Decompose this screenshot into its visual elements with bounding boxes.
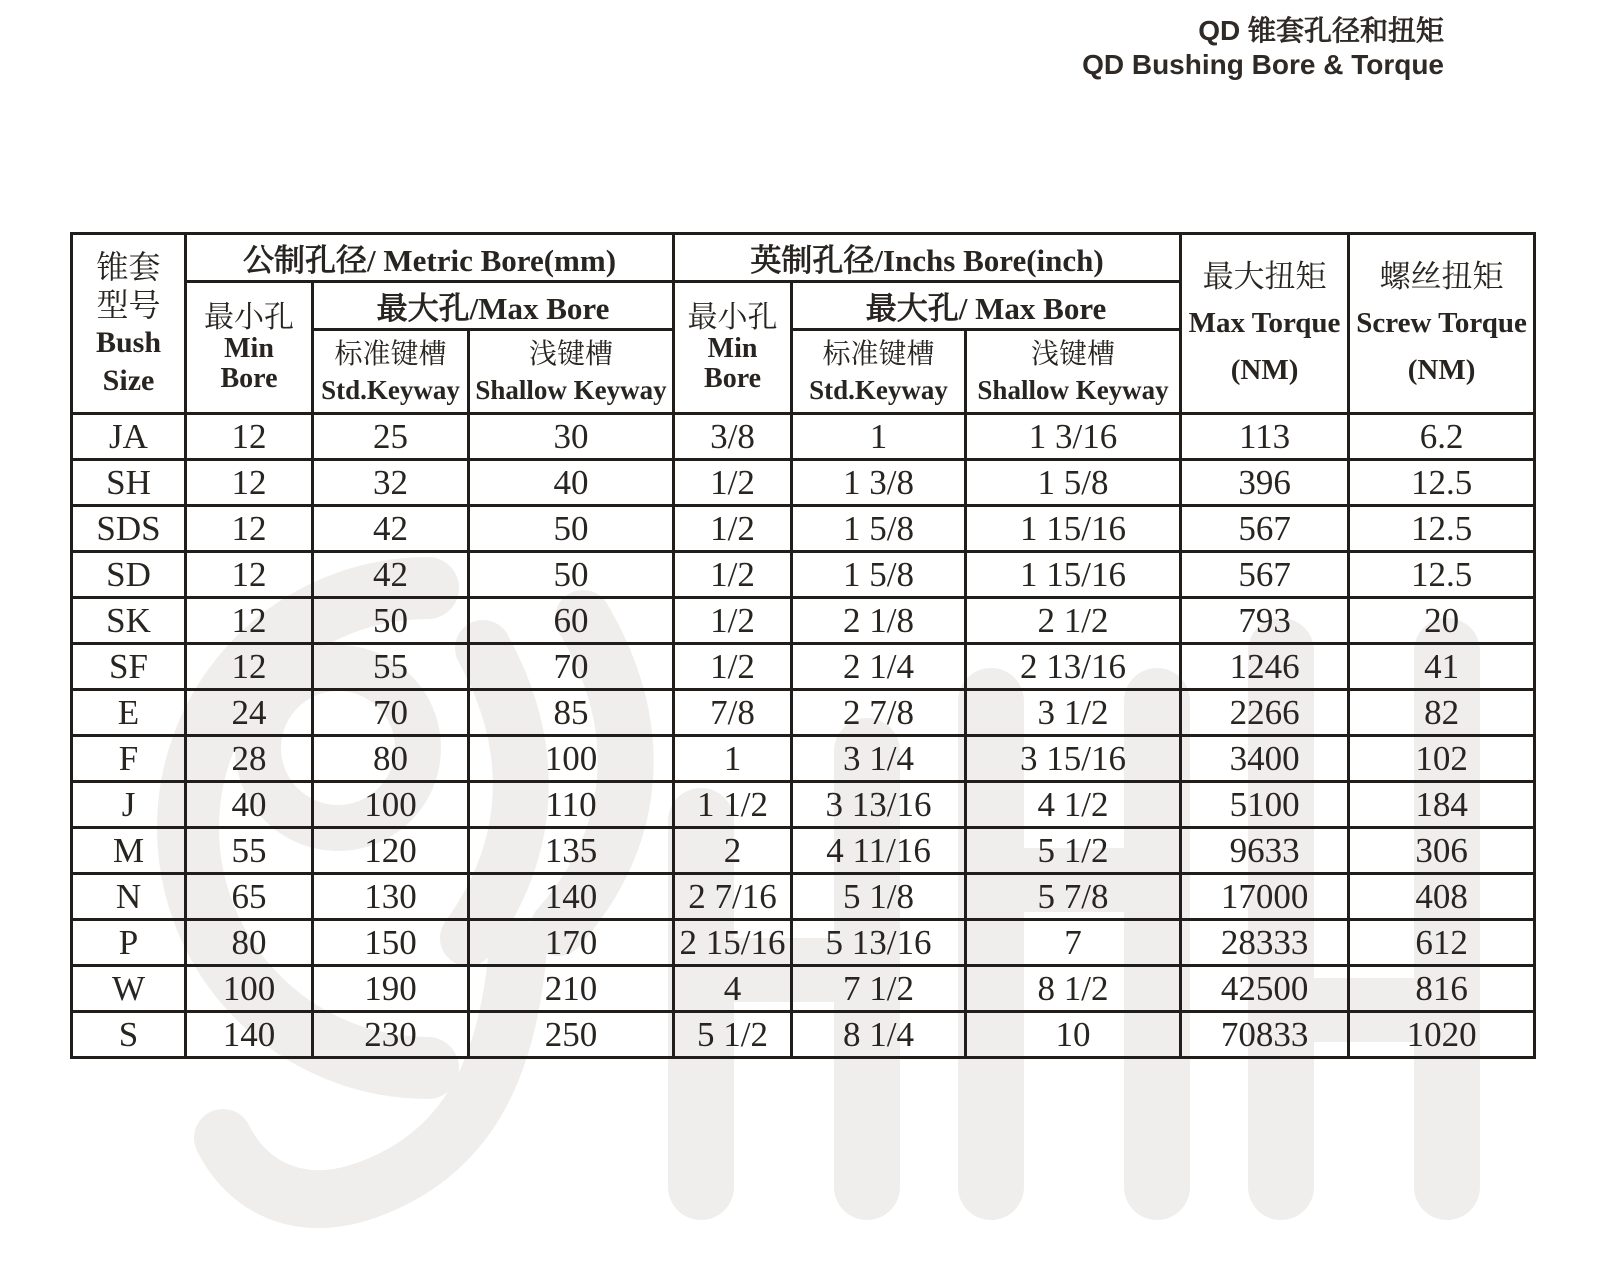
- table-body: [72, 414, 1535, 1058]
- bush-size-cell: SK: [72, 598, 186, 644]
- value-cell: 170: [469, 920, 674, 966]
- value-cell: 230: [313, 1012, 469, 1058]
- header-inch-std-keyway: 标准键槽 Std.Keyway: [792, 330, 966, 414]
- value-cell: 70: [313, 690, 469, 736]
- value-cell: 1: [674, 736, 792, 782]
- value-cell: 184: [1349, 782, 1535, 828]
- value-cell: 17000: [1181, 874, 1349, 920]
- value-cell: 60: [469, 598, 674, 644]
- value-cell: 70: [469, 644, 674, 690]
- table-row: [72, 1012, 1535, 1058]
- header-metric-min-bore: 最小孔 Min Bore: [186, 282, 313, 414]
- table-row: [72, 598, 1535, 644]
- table-header: [72, 234, 1535, 414]
- value-cell: 100: [469, 736, 674, 782]
- value-cell: 2266: [1181, 690, 1349, 736]
- bush-size-cell: W: [72, 966, 186, 1012]
- bush-size-cell: S: [72, 1012, 186, 1058]
- value-cell: 12: [186, 552, 313, 598]
- value-cell: 42: [313, 506, 469, 552]
- value-cell: 5 13/16: [792, 920, 966, 966]
- value-cell: 7: [966, 920, 1181, 966]
- value-cell: 130: [313, 874, 469, 920]
- value-cell: 50: [469, 552, 674, 598]
- page-title-zh: QD 锥套孔径和扭矩: [1198, 15, 1444, 46]
- value-cell: 25: [313, 414, 469, 460]
- header-inch-bore-group: 英制孔径/Inchs Bore(inch): [674, 234, 1181, 282]
- value-cell: 567: [1181, 552, 1349, 598]
- header-inch-shallow-keyway: 浅键槽 Shallow Keyway: [966, 330, 1181, 414]
- value-cell: 5 1/2: [674, 1012, 792, 1058]
- value-cell: 50: [313, 598, 469, 644]
- value-cell: 4: [674, 966, 792, 1012]
- value-cell: 1 5/8: [792, 506, 966, 552]
- bore-torque-table: [70, 232, 1536, 1059]
- bush-size-cell: SD: [72, 552, 186, 598]
- bush-size-cell: SF: [72, 644, 186, 690]
- value-cell: 2 15/16: [674, 920, 792, 966]
- value-cell: 1/2: [674, 552, 792, 598]
- value-cell: 612: [1349, 920, 1535, 966]
- value-cell: 4 11/16: [792, 828, 966, 874]
- table-row: [72, 736, 1535, 782]
- value-cell: 1020: [1349, 1012, 1535, 1058]
- value-cell: 80: [186, 920, 313, 966]
- value-cell: 567: [1181, 506, 1349, 552]
- header-metric-bore-group: 公制孔径/ Metric Bore(mm): [186, 234, 674, 282]
- value-cell: 7 1/2: [792, 966, 966, 1012]
- value-cell: 2 1/4: [792, 644, 966, 690]
- value-cell: 12.5: [1349, 460, 1535, 506]
- value-cell: 3 15/16: [966, 736, 1181, 782]
- value-cell: 28: [186, 736, 313, 782]
- value-cell: 42500: [1181, 966, 1349, 1012]
- table-row: [72, 782, 1535, 828]
- table-row: [72, 460, 1535, 506]
- value-cell: 12: [186, 598, 313, 644]
- table-row: [72, 506, 1535, 552]
- value-cell: 140: [469, 874, 674, 920]
- value-cell: 7/8: [674, 690, 792, 736]
- value-cell: 42: [313, 552, 469, 598]
- value-cell: 2: [674, 828, 792, 874]
- value-cell: 8 1/2: [966, 966, 1181, 1012]
- header-inch-max-bore: 最大孔/ Max Bore: [792, 282, 1181, 330]
- bush-size-cell: E: [72, 690, 186, 736]
- value-cell: 816: [1349, 966, 1535, 1012]
- value-cell: 20: [1349, 598, 1535, 644]
- value-cell: 55: [186, 828, 313, 874]
- value-cell: 6.2: [1349, 414, 1535, 460]
- value-cell: 12: [186, 414, 313, 460]
- table-row: [72, 828, 1535, 874]
- value-cell: 12: [186, 460, 313, 506]
- value-cell: 3/8: [674, 414, 792, 460]
- bush-size-cell: N: [72, 874, 186, 920]
- value-cell: 80: [313, 736, 469, 782]
- value-cell: 2 1/2: [966, 598, 1181, 644]
- value-cell: 102: [1349, 736, 1535, 782]
- table-row: [72, 644, 1535, 690]
- bush-size-cell: JA: [72, 414, 186, 460]
- table-row: [72, 414, 1535, 460]
- value-cell: 32: [313, 460, 469, 506]
- table-row: [72, 874, 1535, 920]
- value-cell: 2 1/8: [792, 598, 966, 644]
- value-cell: 12.5: [1349, 506, 1535, 552]
- value-cell: 5 1/8: [792, 874, 966, 920]
- value-cell: 12.5: [1349, 552, 1535, 598]
- value-cell: 113: [1181, 414, 1349, 460]
- value-cell: 396: [1181, 460, 1349, 506]
- value-cell: 3 13/16: [792, 782, 966, 828]
- value-cell: 210: [469, 966, 674, 1012]
- value-cell: 2 7/8: [792, 690, 966, 736]
- value-cell: 12: [186, 506, 313, 552]
- value-cell: 2 7/16: [674, 874, 792, 920]
- value-cell: 100: [313, 782, 469, 828]
- value-cell: 5 1/2: [966, 828, 1181, 874]
- value-cell: 1 3/8: [792, 460, 966, 506]
- value-cell: 12: [186, 644, 313, 690]
- value-cell: 1: [792, 414, 966, 460]
- bush-size-cell: M: [72, 828, 186, 874]
- value-cell: 5 7/8: [966, 874, 1181, 920]
- value-cell: 9633: [1181, 828, 1349, 874]
- header-bush-size: 锥套 型号 Bush Size: [72, 234, 186, 414]
- value-cell: 190: [313, 966, 469, 1012]
- value-cell: 3 1/2: [966, 690, 1181, 736]
- bush-size-cell: F: [72, 736, 186, 782]
- value-cell: 140: [186, 1012, 313, 1058]
- header-metric-max-bore: 最大孔/Max Bore: [313, 282, 674, 330]
- value-cell: 8 1/4: [792, 1012, 966, 1058]
- value-cell: 82: [1349, 690, 1535, 736]
- bush-size-cell: P: [72, 920, 186, 966]
- bush-size-cell: SH: [72, 460, 186, 506]
- table-row: [72, 690, 1535, 736]
- value-cell: 1 5/8: [792, 552, 966, 598]
- value-cell: 1 15/16: [966, 506, 1181, 552]
- value-cell: 55: [313, 644, 469, 690]
- value-cell: 40: [469, 460, 674, 506]
- value-cell: 10: [966, 1012, 1181, 1058]
- value-cell: 100: [186, 966, 313, 1012]
- page-title: [1082, 14, 1444, 82]
- value-cell: 110: [469, 782, 674, 828]
- value-cell: 41: [1349, 644, 1535, 690]
- table-row: [72, 552, 1535, 598]
- value-cell: 306: [1349, 828, 1535, 874]
- value-cell: 1 3/16: [966, 414, 1181, 460]
- value-cell: 85: [469, 690, 674, 736]
- value-cell: 5100: [1181, 782, 1349, 828]
- value-cell: 1/2: [674, 598, 792, 644]
- value-cell: 50: [469, 506, 674, 552]
- value-cell: 120: [313, 828, 469, 874]
- value-cell: 4 1/2: [966, 782, 1181, 828]
- value-cell: 2 13/16: [966, 644, 1181, 690]
- value-cell: 3 1/4: [792, 736, 966, 782]
- value-cell: 40: [186, 782, 313, 828]
- value-cell: 1 5/8: [966, 460, 1181, 506]
- table-row: [72, 920, 1535, 966]
- value-cell: 135: [469, 828, 674, 874]
- value-cell: 1246: [1181, 644, 1349, 690]
- header-metric-std-keyway: 标准键槽 Std.Keyway: [313, 330, 469, 414]
- value-cell: 1 15/16: [966, 552, 1181, 598]
- value-cell: 793: [1181, 598, 1349, 644]
- value-cell: 1/2: [674, 460, 792, 506]
- bush-size-cell: J: [72, 782, 186, 828]
- value-cell: 408: [1349, 874, 1535, 920]
- header-metric-shallow-keyway: 浅键槽 Shallow Keyway: [469, 330, 674, 414]
- table-row: [72, 966, 1535, 1012]
- value-cell: 24: [186, 690, 313, 736]
- value-cell: 3400: [1181, 736, 1349, 782]
- header-max-torque: 最大扭矩 Max Torque (NM): [1181, 234, 1349, 414]
- value-cell: 30: [469, 414, 674, 460]
- page-title-en: QD Bushing Bore & Torque: [1082, 49, 1444, 80]
- bush-size-cell: SDS: [72, 506, 186, 552]
- header-screw-torque: 螺丝扭矩 Screw Torque (NM): [1349, 234, 1535, 414]
- value-cell: 65: [186, 874, 313, 920]
- value-cell: 150: [313, 920, 469, 966]
- value-cell: 1/2: [674, 506, 792, 552]
- value-cell: 250: [469, 1012, 674, 1058]
- value-cell: 70833: [1181, 1012, 1349, 1058]
- value-cell: 28333: [1181, 920, 1349, 966]
- value-cell: 1 1/2: [674, 782, 792, 828]
- value-cell: 1/2: [674, 644, 792, 690]
- header-inch-min-bore: 最小孔 Min Bore: [674, 282, 792, 414]
